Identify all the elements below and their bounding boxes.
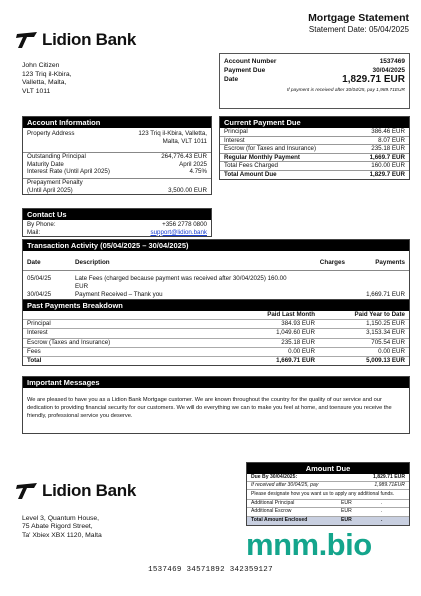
currency-label: EUR [341,499,352,506]
row-label: Interest [27,329,48,337]
lidion-logo-icon [16,31,38,49]
micr-line: 1537469 34571892 342359127 [148,566,273,574]
table-row [23,320,409,329]
payment-value: 1,829.7 EUR [369,170,405,178]
txn-date: 05/04/25 [27,275,52,282]
section-title: Contact Us [23,209,211,220]
payment-label: Regular Monthly Payment [224,153,300,161]
section-title: Current Payment Due [220,117,409,128]
interest-rate-value: 4.75% [189,168,207,176]
bank-name: Lidion Bank [42,481,136,500]
column-header: Paid Last Month [267,311,315,318]
lidion-logo-icon [16,482,38,500]
payment-label: Escrow (for Taxes and Insurance) [224,145,317,153]
txn-date: 30/04/25 [27,291,52,298]
section-title: Transaction Activity (05/04/2025 – 30/04/2025) [23,240,409,251]
payment-value: 160.00 EUR [371,162,405,170]
property-address-line: 123 Triq il-Kbira, Valletta, [138,130,207,137]
row-label: Escrow (Taxes and Insurance) [27,338,111,346]
amount-input-placeholder[interactable]: . [381,499,383,506]
table-row [23,291,409,299]
row-label: Principal [27,320,51,328]
table-row [23,329,409,338]
late-pay-label: If received after 30/04/25, pay [251,482,319,489]
support-email-link[interactable]: support@lidion.bank [150,228,207,236]
table-row [247,517,409,525]
account-number: 1537469 [379,58,405,65]
bank-address-line: Level 3, Quantum House, [22,515,100,522]
payment-label: Total Fees Charged [224,162,278,170]
watermark: mnm.bio [246,527,372,562]
table-row [23,348,409,357]
table-row [23,339,409,348]
paid-ytd: 5,009.13 EUR [366,357,405,365]
payment-value: 8.07 EUR [378,136,405,144]
account-information-panel [22,116,212,195]
table-header [23,251,409,271]
amount-due-value: 1,829.71 EUR [342,74,405,85]
txn-description: Late Fees (charged because payment was received after 30/04/2025) 160.00 EUR [75,275,287,290]
prepayment-penalty-period: (Until April 2025) [27,186,73,194]
table-row [220,171,409,179]
paid-ytd: 3,153.34 EUR [366,329,405,337]
paid-last-month: 1,049.60 EUR [276,329,315,337]
due-by-label: Due By 30/04/2025: [251,474,298,480]
table-row [220,145,409,154]
property-address-line: Malta, VLT 1011 [162,137,207,145]
table-row [220,162,409,171]
payment-value: 386.46 EUR [371,128,405,135]
paid-ytd: 705.54 EUR [371,338,405,346]
table-header [23,311,409,320]
column-header: Payments [375,259,405,266]
total-enclosed-label: Total Amount Enclosed [251,517,308,523]
phone-number: +356 2778 0800 [162,221,207,228]
customer-address [22,62,72,96]
customer-address-line: VLT 1011 [22,87,51,95]
currency-label: EUR [341,517,352,523]
table-row [247,474,409,482]
paid-last-month: 384.93 EUR [281,320,315,328]
bank-logo-footer [16,480,166,502]
bank-address-line: Ta' Xbiex XBX 1120, Malta [22,531,102,539]
payment-due-date: 30/04/2025 [372,67,405,74]
paid-ytd: 1,150.25 EUR [366,320,405,328]
funds-instructions: Please designate how you want us to apply any additional funds. [247,490,409,499]
page-title: Mortgage Statement [308,12,409,24]
amount-input-placeholder[interactable]: . [381,517,383,523]
column-header [27,311,225,319]
mail-label: Mail: [27,228,41,236]
table-row [247,482,409,490]
bank-address-line: 75 Abate Rigord Street, [22,523,93,531]
prepayment-penalty-value: 3,500.00 EUR [168,186,207,194]
table-row [23,275,409,291]
interest-rate-label: Interest Rate (Until April 2025) [27,168,110,176]
statement-header [308,12,409,34]
txn-payments: 1,669.71 EUR [366,291,405,298]
table-row [220,154,409,163]
date-label: Date [224,76,239,83]
paid-ytd: 0.00 EUR [378,347,405,355]
txn-description: Payment Received – Thank you [75,291,163,298]
currency-label: EUR [341,508,352,515]
statement-date: Statement Date: 05/04/2025 [308,25,409,34]
txn-charges [297,291,345,299]
payment-value: 1,669.7 EUR [369,153,405,161]
customer-address-line: Valletta, Malta, [22,79,67,86]
customer-name: John Citizen [22,62,60,69]
current-payment-panel [219,116,410,180]
payment-label: Interest [224,136,245,144]
payment-label: Principal [224,128,248,135]
section-title: Past Payments Breakdown [23,300,409,311]
row-label: Total [27,357,42,365]
table-row [23,357,409,365]
message-text: We are pleased to have you as a Lidion Bank Mortgage customer. We are known throughout the country for the quality of our service and our dedication to providing financial security for our customers. We will do everything we can to make you feel at home, and toensure you receive the friendly, professional service you deserve. [27,397,392,420]
amount-input-placeholder[interactable]: . [381,508,383,515]
section-title: Amount Due [247,463,409,474]
maturity-value: April 2025 [179,160,207,168]
column-header: Date [27,259,41,266]
txn-charges [297,275,345,291]
transaction-activity-panel [22,239,410,302]
important-messages-panel [22,376,410,434]
contact-panel [22,208,212,237]
paid-last-month: 235.18 EUR [281,338,315,346]
payment-due-label: Payment Due [224,67,266,74]
column-header: Paid Year to Date [354,311,405,318]
outstanding-value: 264,776.43 EUR [161,153,207,161]
section-title: Important Messages [23,377,409,388]
paid-last-month: 0.00 EUR [288,347,315,355]
late-payment-note: If payment is received after 30/04/25, pay 1,989.71EUR [286,88,405,93]
payment-value: 235.18 EUR [371,145,405,153]
table-row [220,137,409,146]
bank-logo [16,30,156,50]
column-header: Charges [319,259,345,266]
maturity-label: Maturity Date [27,160,64,168]
property-address-label: Property Address [27,130,75,137]
txn-payments [345,275,405,291]
late-pay-value: 1,989.71EUR [374,482,405,489]
table-row [247,508,409,517]
table-row [247,500,409,509]
customer-address-line: 123 Triq il-Kbira, [22,70,72,78]
phone-label: By Phone: [27,221,56,228]
bank-address [22,515,102,540]
account-number-label: Account Number [224,58,277,65]
outstanding-label: Outstanding Principal [27,153,86,161]
additional-principal-label: Additional Principal [251,499,295,506]
past-payments-panel [22,299,410,366]
due-by-value: 1,829.71 EUR [373,474,405,480]
section-title: Account Information [23,117,211,128]
row-label: Fees [27,347,41,355]
account-summary-box [219,53,410,109]
bank-name: Lidion Bank [42,30,136,49]
prepayment-penalty-label: Prepayment Penalty [27,178,83,186]
payment-label: Total Amount Due [224,170,277,178]
table-row [220,128,409,137]
paid-last-month: 1,669.71 EUR [276,357,315,365]
column-header: Description [75,259,110,266]
amount-due-slip [246,462,410,526]
additional-escrow-label: Additional Escrow [251,508,292,515]
